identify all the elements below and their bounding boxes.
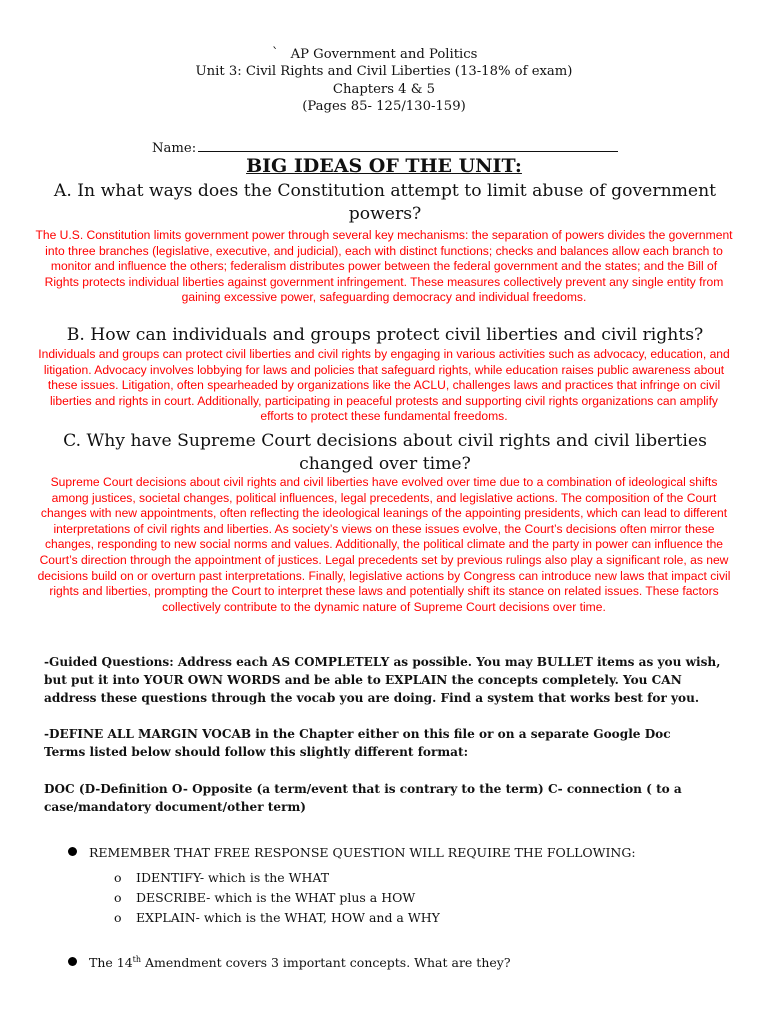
- course-title: AP Government and Politics: [290, 47, 478, 62]
- chapters-label: Chapters 4 & 5: [332, 81, 436, 97]
- amendment-suffix: Amendment covers 3 important concepts. What are they?: [141, 955, 511, 971]
- sub-bullet-marker: o: [114, 910, 122, 925]
- unit-title: Unit 3: Civil Rights and Civil Liberties (13-18% of exam): [195, 64, 573, 80]
- define-vocab-line: -DEFINE ALL MARGIN VOCAB in the Chapter either on this file or on a separate Google Doc: [44, 727, 671, 741]
- sub-bullet-marker: o: [114, 890, 122, 905]
- frq-reminder-text: REMEMBER THAT FREE RESPONSE QUESTION WILL REQUIRE THE FOLLOWING:: [89, 845, 636, 860]
- bullet-dot-icon: [68, 957, 77, 966]
- question-c: C. Why have Supreme Court decisions about civil rights and civil liberties changed over time?: [63, 431, 707, 474]
- document-header: [0, 46, 768, 116]
- pages-label: (Pages 85- 125/130-159): [302, 99, 466, 115]
- answer-c: Supreme Court decisions about civil rights and civil liberties have evolved over time due to a combination of ideological shifts among justices, societal changes, political influences, legal precedents, and legislative actions. The composition of the Court changes with new appointments, often reflecting the ideological leanings of the appointing presidents, which can lead to different interpretations of civil rights and liberties. As society’s views on these issues evolve, the Court’s decisions often mirror these changes, responding to new social norms and values. Additionally, the political climate and the party in power can influence the Court’s direction through the appointment of justices. Legal precedents set by previous rulings also play a significant role, as new decisions build on or overturn past interpretations. Finally, legislative actions by Congress can introduce new laws that impact civil rights and liberties, prompting the Court to interpret these laws and potentially shift its stance on related issues. These factors collectively contribute to the dynamic nature of Supreme Court decisions over time.: [37, 475, 731, 614]
- frq-sub-list: [114, 868, 440, 928]
- bullet-dot-icon: [68, 847, 77, 856]
- answer-b: Individuals and groups can protect civil liberties and civil rights by engaging in various activities such as advocacy, education, and litigation. Advocacy involves lobbying for laws and policies that safeguard rights, while education raises public awareness about these issues. Litigation, often spearheaded by organizations like the ACLU, challenges laws and practices that infringe on civil liberties and rights in court. Additionally, participating in peaceful protests and supporting civil rights organizations can amplify efforts to protect these fundamental freedoms.: [38, 347, 730, 424]
- frq-item-identify: IDENTIFY- which is the WHAT: [136, 870, 330, 885]
- list-item: [114, 868, 440, 888]
- list-item: [114, 908, 440, 928]
- list-item: [114, 888, 440, 908]
- question-b: B. How can individuals and groups protect civil liberties and civil rights?: [66, 325, 704, 345]
- define-vocab-instructions: [44, 725, 734, 761]
- header-backtick: `: [272, 46, 279, 61]
- sub-bullet-marker: o: [114, 870, 122, 885]
- doc-format-instructions: DOC (D-Definition O- Opposite (a term/event that is contrary to the term) C- connection ( to a case/mandatory document/other term): [44, 782, 682, 814]
- amendment-prefix: The 14: [89, 955, 133, 971]
- question-a: A. In what ways does the Constitution attempt to limit abuse of government powers?: [53, 181, 717, 224]
- answer-a: The U.S. Constitution limits government power through several key mechanisms: the separation of powers divides the government into three branches (legislative, executive, and judicial), each with distinct functions; checks and balances allow each branch to monitor and influence the others; federalism distributes power between the federal government and the states; and the Bill of Rights protects individual liberties against government infringement. These measures collectively prevent any single entity from gaining excessive power, safeguarding democracy and individual freedoms.: [35, 228, 733, 305]
- name-underline: [198, 139, 618, 152]
- frq-item-explain: EXPLAIN- which is the WHAT, HOW and a WHY: [136, 910, 440, 925]
- amendment-bullet: [68, 951, 511, 972]
- guided-questions-instructions: -Guided Questions: Address each AS COMPLETELY as possible. You may BULLET items as you wish, but put it into YOUR OWN WORDS and be able to EXPLAIN the concepts completely. You CAN address these questions through the vocab you are doing. Find a system that works best for you.: [44, 655, 721, 705]
- big-ideas-title: BIG IDEAS OF THE UNIT:: [246, 155, 522, 177]
- name-field: [152, 139, 618, 156]
- name-label: Name:: [152, 141, 197, 156]
- terms-format-line: Terms listed below should follow this slightly different format:: [44, 745, 469, 759]
- amendment-ordinal: th: [132, 955, 142, 964]
- frq-reminder-bullet: [68, 844, 636, 862]
- frq-item-describe: DESCRIBE- which is the WHAT plus a HOW: [136, 890, 416, 905]
